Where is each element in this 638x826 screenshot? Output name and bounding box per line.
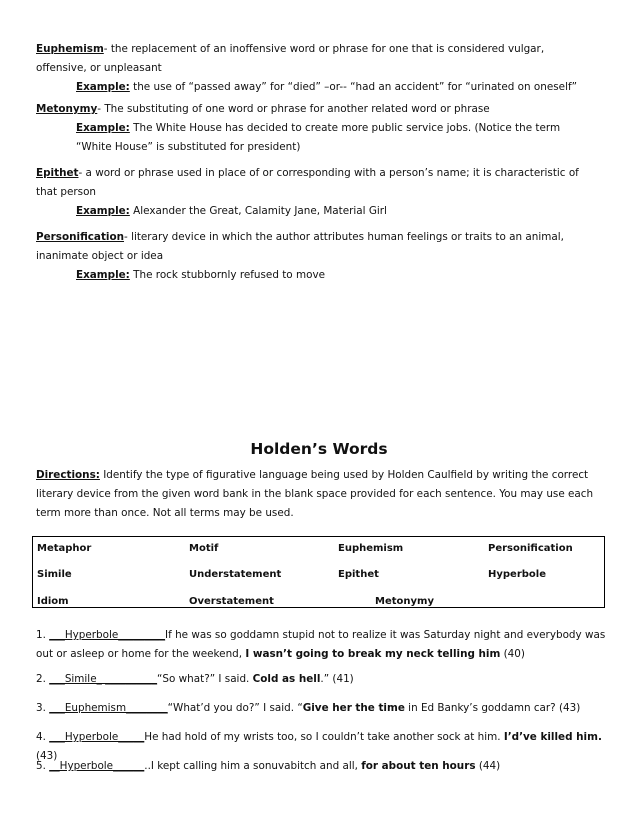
question-text: If he was so goddamn stupid not to realize it was Saturday night and everybody was out or asleep or home for the weekend, xyxy=(36,629,606,660)
answer-blank[interactable]: __Hyperbole______ xyxy=(49,760,145,772)
example-text: Alexander the Great, Calamity Jane, Material Girl xyxy=(129,205,387,217)
question-bold: I’d’ve killed him. xyxy=(503,731,602,743)
answer-blank[interactable]: ___Euphemism________ xyxy=(49,702,168,714)
term: Epithet xyxy=(36,167,79,179)
question-number: 1. xyxy=(36,629,46,641)
term: Metonymy xyxy=(36,103,98,115)
question-bold: for about ten hours xyxy=(361,760,476,772)
question-citation: (44) xyxy=(475,760,501,772)
example-label: Example: xyxy=(76,205,130,217)
example-label: Example: xyxy=(76,122,130,134)
example-text: The White House has decided to create more public service jobs. (Notice the term xyxy=(129,122,561,134)
question-bold: I wasn’t going to break my neck telling him xyxy=(245,648,501,660)
question-number: 2. xyxy=(36,673,46,685)
word-bank-term: Metaphor xyxy=(37,543,92,554)
definition-metonymy xyxy=(36,100,602,157)
question-text: ..I kept calling him a sonuvabitch and all, xyxy=(144,760,362,772)
question-bold: Give her the time xyxy=(302,702,405,714)
term: Personification xyxy=(36,231,125,243)
definition-text-cont: inanimate object or idea xyxy=(36,250,164,262)
word-bank xyxy=(32,536,605,608)
definition-epithet xyxy=(36,164,602,221)
directions-label: Directions: xyxy=(36,469,100,481)
question-number: 3. xyxy=(36,702,46,714)
question-bold: Cold as hell xyxy=(252,673,321,685)
example-text: The rock stubbornly refused to move xyxy=(129,269,325,281)
word-bank-term: Motif xyxy=(189,543,219,554)
directions xyxy=(36,466,602,523)
word-bank-term: Simile xyxy=(37,569,72,580)
definition-text: - literary device in which the author attributes human feelings or traits to an animal, xyxy=(124,231,564,243)
question-text: “What’d you do?” I said. “ xyxy=(167,702,303,714)
question-1 xyxy=(36,626,606,664)
example-text-cont: “White House” is substituted for president) xyxy=(76,141,301,153)
example-text: the use of “passed away” for “died” –or-- “had an accident” for “urinated on oneself” xyxy=(129,81,577,93)
question-citation: .” (41) xyxy=(320,673,354,685)
word-bank-term: Understatement xyxy=(189,569,282,580)
word-bank-term: Personification xyxy=(488,543,573,554)
question-2 xyxy=(36,670,606,689)
answer-blank[interactable]: ___Hyperbole_________ xyxy=(49,629,166,641)
question-number: 4. xyxy=(36,731,46,743)
word-bank-term: Idiom xyxy=(37,596,69,607)
answer-blank[interactable]: ___Simile_ __________ xyxy=(49,673,158,685)
question-text: “So what?” I said. xyxy=(157,673,253,685)
question-number: 5. xyxy=(36,760,46,772)
word-bank-term: Euphemism xyxy=(338,543,404,554)
definition-text: - a word or phrase used in place of or corresponding with a person’s name; it is characteristic of xyxy=(78,167,579,179)
term: Euphemism xyxy=(36,43,104,55)
page-title: Holden’s Words xyxy=(250,440,388,458)
directions-text: Identify the type of figurative language being used by Holden Caulfield by writing the correct literary device from the given word bank in the blank space provided for each sentence. You may use each term more than once. Not all terms may be used. xyxy=(36,469,594,519)
word-bank-term: Hyperbole xyxy=(488,569,546,580)
question-citation: in Ed Banky’s goddamn car? (43) xyxy=(404,702,581,714)
word-bank-term: Metonymy xyxy=(375,596,434,607)
definition-text: - the replacement of an inoffensive word or phrase for one that is considered vulgar, xyxy=(103,43,545,55)
definition-text-cont: offensive, or unpleasant xyxy=(36,62,162,74)
definition-personification xyxy=(36,228,602,285)
question-citation: (40) xyxy=(500,648,525,660)
definition-euphemism xyxy=(36,40,602,97)
question-citation: (43) xyxy=(36,750,58,762)
question-text: He had hold of my wrists too, so I couldn’t take another sock at him. xyxy=(144,731,504,743)
definition-text-cont: that person xyxy=(36,186,97,198)
example-label: Example: xyxy=(76,81,130,93)
answer-blank[interactable]: ___Hyperbole_____ xyxy=(49,731,145,743)
word-bank-term: Overstatement xyxy=(189,596,274,607)
word-bank-term: Epithet xyxy=(338,569,379,580)
question-3 xyxy=(36,699,606,718)
example-label: Example: xyxy=(76,269,130,281)
definition-text: - The substituting of one word or phrase for another related word or phrase xyxy=(97,103,490,115)
question-5 xyxy=(36,757,606,776)
